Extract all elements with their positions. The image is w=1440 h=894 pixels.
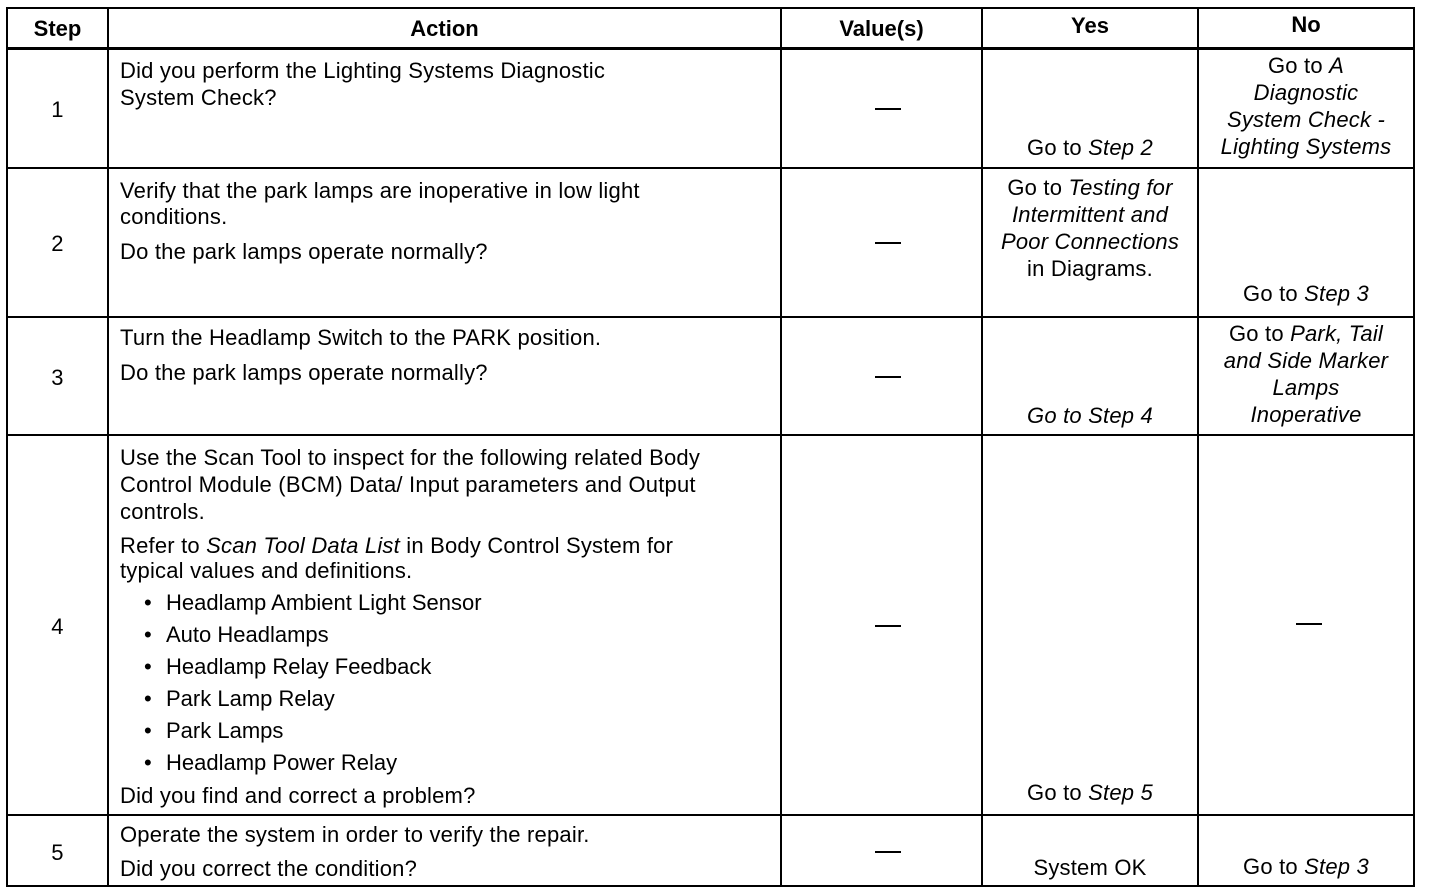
row4-no-dash (1296, 623, 1322, 625)
row-divider-1 (6, 167, 1415, 169)
row1-step: 1 (51, 97, 64, 122)
row4-action-line3: controls. (120, 499, 205, 524)
row5-action-line1: Operate the system in order to verify the repair. (120, 822, 590, 847)
header-step: Step (33, 16, 82, 41)
row2-no: Go to Step 3 (1243, 281, 1369, 306)
row3-action-line1: Turn the Headlamp Switch to the PARK position. (120, 325, 602, 350)
row4-refer-line2: typical values and definitions. (120, 558, 413, 583)
header-divider (6, 47, 1415, 50)
bullet-dot: • (144, 654, 152, 679)
row3-yes: Go to Step 4 (1027, 403, 1153, 428)
row4-action-line2: Control Module (BCM) Data/ Input parameters and Output (120, 472, 696, 497)
header-no: No (1291, 12, 1321, 37)
row5-no: Go to Step 3 (1243, 854, 1369, 879)
row4-action-line1: Use the Scan Tool to inspect for the following related Body (120, 445, 701, 470)
row3-step: 3 (51, 365, 64, 390)
row4-value-dash (875, 625, 901, 627)
row4-bullet-6: Headlamp Power Relay (166, 750, 398, 775)
row4-refer-line1: Refer to Scan Tool Data List in Body Control System for (120, 533, 674, 558)
row4-bullet-1: Headlamp Ambient Light Sensor (166, 590, 482, 615)
row4-yes: Go to Step 5 (1027, 780, 1153, 805)
row3-value-dash (875, 376, 901, 378)
table-border-right (1413, 7, 1415, 887)
row4-bullet-4: Park Lamp Relay (166, 686, 335, 711)
col-divider-step (107, 7, 109, 887)
row2-yes: Go to Testing for Intermittent and Poor Connections in Diagrams. (1000, 175, 1180, 281)
row5-step: 5 (51, 840, 64, 865)
table-border-top (6, 7, 1415, 9)
table-border-left (6, 7, 8, 887)
header-yes: Yes (1071, 13, 1109, 38)
bullet-dot: • (144, 718, 152, 743)
bullet-dot: • (144, 622, 152, 647)
row4-bullet-2: Auto Headlamps (166, 622, 329, 647)
row-divider-4 (6, 814, 1415, 816)
row2-action-line1: Verify that the park lamps are inoperative in low light (120, 178, 640, 203)
row1-no: Go to A Diagnostic System Check - Lighting Systems (1220, 53, 1392, 159)
table-border-bottom (6, 885, 1415, 887)
header-values: Value(s) (839, 16, 924, 41)
row2-step: 2 (51, 231, 64, 256)
row1-yes: Go to Step 2 (1027, 135, 1153, 160)
row5-yes: System OK (1033, 855, 1147, 880)
row2-value-dash (875, 242, 901, 244)
row2-action-question: Do the park lamps operate normally? (120, 239, 488, 264)
row2-action-line2: conditions. (120, 204, 228, 229)
row4-bullet-3: Headlamp Relay Feedback (166, 654, 432, 679)
row3-action-question: Do the park lamps operate normally? (120, 360, 488, 385)
col-divider-action (780, 7, 782, 887)
bullet-dot: • (144, 686, 152, 711)
row-divider-2 (6, 316, 1415, 318)
row5-action-question: Did you correct the condition? (120, 856, 418, 881)
row4-bullet-5: Park Lamps (166, 718, 284, 743)
row-divider-3 (6, 434, 1415, 436)
header-action: Action (410, 16, 479, 41)
row1-action-line2: System Check? (120, 85, 277, 110)
row4-step: 4 (51, 614, 64, 639)
row5-value-dash (875, 851, 901, 853)
bullet-dot: • (144, 750, 152, 775)
row3-no: Go to Park, Tail and Side Marker Lamps Inoperative (1223, 321, 1389, 427)
row1-value-dash (875, 108, 901, 110)
bullet-dot: • (144, 590, 152, 615)
row4-question: Did you find and correct a problem? (120, 783, 476, 808)
row1-action-line1: Did you perform the Lighting Systems Diagnostic (120, 58, 606, 83)
